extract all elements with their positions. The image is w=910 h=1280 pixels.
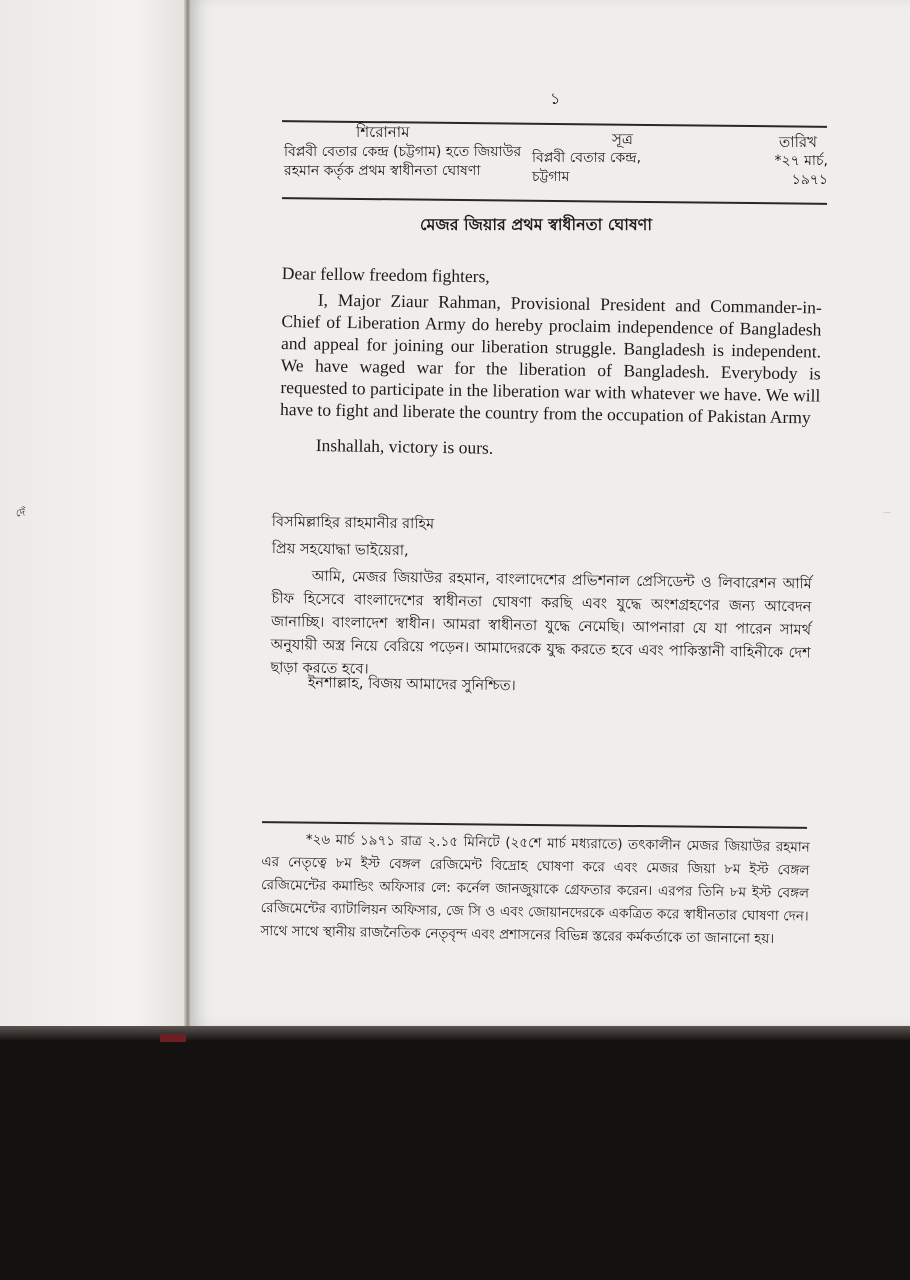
title-column-text: বিপ্লবী বেতার কেন্দ্র (চট্টগাম) হতে জিয়াউর রহমান কর্তৃক প্রথম স্বাধীনতা ঘোষণা	[284, 144, 522, 179]
date-column-label: তারিখ	[779, 133, 817, 151]
bengali-closing: ইনশাল্লাহ, বিজয় আমাদের সুনিশ্চিত।	[307, 674, 516, 695]
source-column-text: বিপ্লবী বেতার কেন্দ্র, চট্টগাম	[532, 150, 642, 185]
document-heading: মেজর জিয়ার প্রথম স্বাধীনতা ঘোষণা	[420, 215, 652, 234]
date-column-text: *২৭ মার্চ, ১৯৭১	[774, 153, 828, 188]
bengali-declaration-paragraph: আমি, মেজর জিয়াউর রহমান, বাংলাদেশের প্রভিশনাল প্রেসিডেন্ট ও লিবারেশন আর্মি চীফ হিসেবে বাংলাদেশের স্বাধীনতা ঘোষণা করছি এবং যুদ্ধে অংশগ্রহণের জন্য আবেদন জানাচ্ছি। বাংলাদেশ স্বাধীন। আমরা স্বাধীনতা যুদ্ধে নেমেছি। আপনারা যে যা পারেন সামর্থ অনুযায়ী অস্ত্র নিয়ে বেরিয়ে পড়েন। আমাদেরকে যুদ্ধ করতে হবে এবং পাকিস্তানী বাহিনীকে দেশ ছাড়া করতে হবে।	[270, 568, 812, 678]
title-column-label: শিরোনাম	[356, 123, 410, 141]
bengali-salutation: প্রিয় সহযোদ্ধা ভাইয়েরা,	[271, 540, 409, 560]
edge-mark: —	[883, 508, 891, 517]
footnote: *২৬ মার্চ ১৯৭১ রাত্র ২.১৫ মিনিটে (২৫শে মার্চ মধ্যরাতে) তৎকালীন মেজর জিয়াউর রহমান এর নেতৃত্বে ৮ম ইস্ট বেঙ্গল রেজিমেন্ট বিদ্রোহ ঘোষণা করে এবং মেজর জিয়া ৮ম ইস্ট বেঙ্গল রেজিমেন্টের কমান্ডিং অফিসার লে: কর্নেল জানজুয়াকে গ্রেফতার করেন। এরপর তিনি ৮ম ইস্ট বেঙ্গল রেজিমেন্টের ব্যাটালিয়ন অফিসার, জে সি ও এবং জোয়ানদেরকে একত্রিত করে স্বাধীনতার ঘোষণা দেন। সাথে সাথে স্থানীয় রাজনৈতিক নেতৃবৃন্দ এবং প্রশাসনের বিভিন্ন স্তরের কর্মকর্তাকে তা জানানো হয়।	[260, 831, 810, 948]
bengali-basmala: বিসমিল্লাহির রাহমানীর রাহিম	[271, 513, 435, 533]
page-number: ১	[550, 89, 561, 108]
margin-note: দেঁ	[15, 507, 26, 520]
source-column-label: সূত্র	[612, 130, 633, 148]
english-salutation: Dear fellow freedom fighters,	[281, 262, 490, 287]
page-bottom-shadow	[0, 1026, 910, 1040]
header-bottom-rule	[282, 197, 827, 204]
english-closing: Inshallah, victory is ours.	[315, 434, 494, 458]
binding-mark	[160, 1034, 186, 1042]
english-declaration-paragraph: I, Major Ziaur Rahman, Provisional President and Commander-in-Chief of Liberation Army do hereby proclaim independence of Bangladesh and appeal for joining our liberation struggle. Bangladesh is independent. We have waged war for the liberation of Bangladesh. Everybody is requested to participate in the liberation war with whatever we have. We will have to fight and liberate the country from the occupation of Pakistan Army	[279, 289, 822, 428]
footnote-rule	[262, 821, 807, 828]
